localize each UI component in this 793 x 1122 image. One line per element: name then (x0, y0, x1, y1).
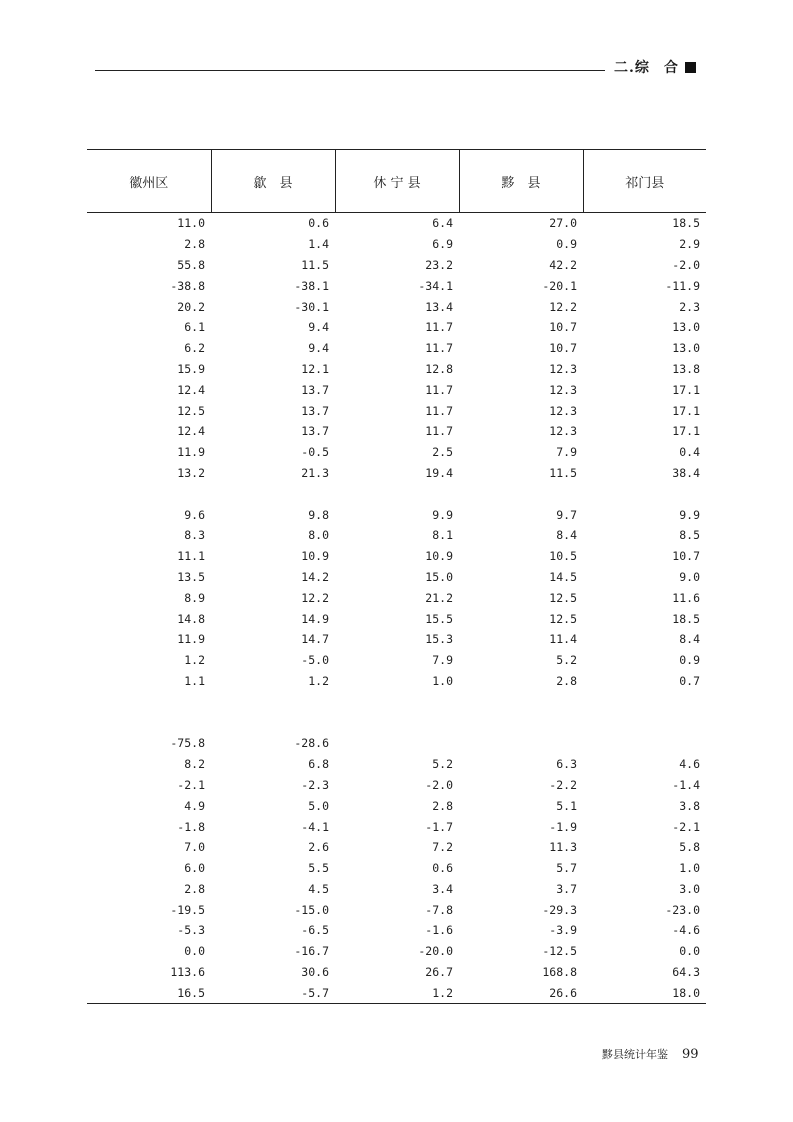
table-cell: -2.1 (672, 819, 700, 834)
table-row (87, 421, 706, 442)
table-cell: 13.2 (177, 465, 205, 480)
table-cell: 10.9 (301, 549, 329, 564)
table-cell: -2.1 (177, 777, 205, 792)
table-row (87, 400, 706, 421)
table-cell: -4.6 (672, 923, 700, 938)
table-row (87, 296, 706, 317)
table-cell: 0.4 (679, 445, 700, 460)
table-cell (87, 691, 211, 712)
table-cell: 6.3 (556, 757, 577, 772)
table-cell: 9.4 (308, 341, 329, 356)
table-cell: 3.0 (679, 881, 700, 896)
table-cell: 19.4 (425, 465, 453, 480)
table-cell: 7.9 (432, 653, 453, 668)
section-title-text-2: 合 (663, 60, 679, 76)
table-cell: 8.1 (432, 528, 453, 543)
page-number: 99 (682, 1047, 699, 1062)
table-cell (583, 733, 706, 754)
table-cell: 14.5 (549, 569, 577, 584)
table-cell: 18.0 (583, 982, 706, 1003)
table-cell: 12.2 (301, 590, 329, 605)
table-cell: 42.2 (549, 257, 577, 272)
table-row (87, 650, 706, 671)
table-cell: -12.5 (542, 944, 577, 959)
table-cell: 6.8 (308, 757, 329, 772)
table-cell: 10.7 (549, 341, 577, 356)
table-cell: 15.3 (425, 632, 453, 647)
table-row (87, 213, 706, 234)
table-row (87, 962, 706, 983)
table-cell: 30.6 (301, 965, 329, 980)
table-cell: 5.5 (308, 861, 329, 876)
table-cell: 11.0 (177, 216, 205, 231)
table-row (87, 837, 706, 858)
table-cell: 9.9 (679, 507, 700, 522)
table-row (87, 587, 706, 608)
table-cell: -1.7 (425, 819, 453, 834)
table-cell: 5.7 (556, 861, 577, 876)
table-row (87, 691, 706, 712)
table-cell: 0.0 (184, 944, 205, 959)
table-cell: 12.5 (177, 403, 205, 418)
table-header-row (87, 150, 706, 213)
table-cell: 3.7 (556, 881, 577, 896)
table-cell: 12.1 (301, 361, 329, 376)
table-cell: 11.1 (177, 549, 205, 564)
table-cell: 9.7 (556, 507, 577, 522)
table-cell: 17.1 (672, 403, 700, 418)
table-row (87, 712, 706, 733)
table-cell: -16.7 (294, 944, 329, 959)
table-cell: 13.5 (177, 569, 205, 584)
table-cell: -29.3 (542, 902, 577, 917)
table-cell: -6.5 (301, 923, 329, 938)
table-row (87, 275, 706, 296)
table-cell: -1.9 (549, 819, 577, 834)
table-cell: 6.0 (184, 861, 205, 876)
table-cell: -5.3 (177, 923, 205, 938)
table-cell: 12.3 (549, 403, 577, 418)
table-cell: -20.1 (542, 278, 577, 293)
table-cell (335, 733, 459, 754)
table-cell: 11.7 (425, 382, 453, 397)
table-cell: 10.7 (549, 320, 577, 335)
table-cell: 2.8 (184, 881, 205, 896)
table-cell: 11.7 (425, 341, 453, 356)
table-cell: 6.1 (184, 320, 205, 335)
table-cell: 6.4 (432, 216, 453, 231)
column-header: 黟 县 (459, 150, 583, 213)
table-cell: -28.6 (294, 736, 329, 751)
table-cell: 12.3 (549, 424, 577, 439)
book-title: 黟县统计年鉴 (602, 1048, 668, 1061)
table-row (87, 338, 706, 359)
table-cell: 8.3 (184, 528, 205, 543)
table-cell: 9.6 (184, 507, 205, 522)
table-cell (459, 691, 583, 712)
table-cell: 113.6 (170, 965, 205, 980)
table-cell: -2.0 (425, 777, 453, 792)
table-cell: 14.7 (301, 632, 329, 647)
table-cell: 9.8 (308, 507, 329, 522)
table-cell: 21.2 (425, 590, 453, 605)
table-cell: 64.3 (672, 965, 700, 980)
table-cell: 12.8 (425, 361, 453, 376)
table-cell: 38.4 (672, 465, 700, 480)
table-cell: 8.4 (556, 528, 577, 543)
table-cell: 1.1 (184, 673, 205, 688)
table-cell: 5.2 (432, 757, 453, 772)
table-cell: 6.9 (432, 237, 453, 252)
section-title-text: 二.综 (614, 60, 650, 76)
table-row (87, 899, 706, 920)
table-cell: 9.0 (679, 569, 700, 584)
table-cell: 18.5 (672, 611, 700, 626)
table-cell: 21.3 (301, 465, 329, 480)
table-cell: 12.2 (549, 299, 577, 314)
table-cell: -2.3 (301, 777, 329, 792)
table-row (87, 608, 706, 629)
table-cell: 0.0 (679, 944, 700, 959)
table-cell: 3.4 (432, 881, 453, 896)
table-cell: -3.9 (549, 923, 577, 938)
table-cell (87, 483, 211, 504)
table-cell: 10.9 (425, 549, 453, 564)
table-body (87, 213, 706, 1004)
square-bullet-icon (685, 62, 696, 73)
table-row (87, 379, 706, 400)
table-row (87, 879, 706, 900)
table-cell: 0.6 (308, 216, 329, 231)
table-cell: 13.7 (301, 403, 329, 418)
table-cell: 11.3 (549, 840, 577, 855)
table-cell: 5.0 (308, 798, 329, 813)
table-cell: -4.1 (301, 819, 329, 834)
table-cell (211, 712, 335, 733)
table-cell (87, 712, 211, 733)
table-cell: 2.5 (432, 445, 453, 460)
table-cell: 55.8 (177, 257, 205, 272)
table-cell: 8.0 (308, 528, 329, 543)
table-cell (335, 483, 459, 504)
table-cell: 13.7 (301, 424, 329, 439)
table-row (87, 567, 706, 588)
table-row (87, 982, 706, 1003)
table-cell: 14.2 (301, 569, 329, 584)
table-row (87, 442, 706, 463)
table-row (87, 671, 706, 692)
table-cell: 27.0 (549, 216, 577, 231)
table-cell: 11.7 (425, 424, 453, 439)
table-cell: 7.0 (184, 840, 205, 855)
table-row (87, 920, 706, 941)
table-cell: 1.2 (308, 673, 329, 688)
table-cell: -20.0 (418, 944, 453, 959)
table-cell: 12.5 (549, 590, 577, 605)
column-header: 祁门县 (583, 150, 706, 213)
table-cell: 1.2 (335, 982, 459, 1003)
table-cell: 20.2 (177, 299, 205, 314)
table-cell (211, 691, 335, 712)
table-cell: 13.7 (301, 382, 329, 397)
table-cell: 6.2 (184, 341, 205, 356)
table-row (87, 317, 706, 338)
table-cell: 13.8 (672, 361, 700, 376)
table-cell: 11.9 (177, 445, 205, 460)
table-cell: 4.9 (184, 798, 205, 813)
table-cell: -2.0 (672, 257, 700, 272)
column-header: 徽州区 (87, 150, 211, 213)
table-cell: 9.9 (432, 507, 453, 522)
table-cell: -23.0 (665, 902, 700, 917)
table-cell: 1.0 (679, 861, 700, 876)
table-cell: 5.8 (679, 840, 700, 855)
table-cell: -34.1 (418, 278, 453, 293)
table-cell: 26.7 (425, 965, 453, 980)
data-table (87, 149, 706, 1004)
table-row (87, 483, 706, 504)
table-cell: -38.8 (170, 278, 205, 293)
table-cell: 11.9 (177, 632, 205, 647)
table-cell: 0.6 (432, 861, 453, 876)
table-cell: -38.1 (294, 278, 329, 293)
table-cell: 11.6 (672, 590, 700, 605)
table-cell: 0.9 (556, 237, 577, 252)
table-row (87, 941, 706, 962)
table-cell: 17.1 (672, 382, 700, 397)
header-rule (95, 70, 605, 71)
table-cell: 8.9 (184, 590, 205, 605)
table-cell: 5.1 (556, 798, 577, 813)
table-cell (335, 712, 459, 733)
table-row (87, 504, 706, 525)
table-cell: -5.0 (301, 653, 329, 668)
table-cell: 0.7 (679, 673, 700, 688)
table-cell: 10.7 (672, 549, 700, 564)
table-cell: 13.4 (425, 299, 453, 314)
table-cell: 2.8 (432, 798, 453, 813)
table-row (87, 546, 706, 567)
table-cell: -15.0 (294, 902, 329, 917)
table-cell: -11.9 (665, 278, 700, 293)
table-cell: 1.2 (184, 653, 205, 668)
table-cell: -2.2 (549, 777, 577, 792)
table-cell: 10.5 (549, 549, 577, 564)
table-cell: 8.2 (184, 757, 205, 772)
table-cell: 12.5 (549, 611, 577, 626)
table-row (87, 525, 706, 546)
table-row (87, 733, 706, 754)
column-header: 歙 县 (211, 150, 335, 213)
table-cell: 9.4 (308, 320, 329, 335)
table-row (87, 816, 706, 837)
table-cell: 23.2 (425, 257, 453, 272)
table-cell: 13.0 (672, 341, 700, 356)
table-cell: 2.6 (308, 840, 329, 855)
table-cell: 14.9 (301, 611, 329, 626)
table-cell: 12.4 (177, 424, 205, 439)
table-cell: 11.4 (549, 632, 577, 647)
table-cell (583, 712, 706, 733)
table-cell (459, 483, 583, 504)
table-cell (583, 691, 706, 712)
table-cell: 11.5 (301, 257, 329, 272)
table-cell: 7.2 (432, 840, 453, 855)
table-cell: 2.3 (679, 299, 700, 314)
table-cell: 7.9 (556, 445, 577, 460)
table-cell: -19.5 (170, 902, 205, 917)
table-cell: 11.5 (549, 465, 577, 480)
table-cell: 0.9 (679, 653, 700, 668)
table-cell: -7.8 (425, 902, 453, 917)
table-cell: 11.7 (425, 320, 453, 335)
table-cell: 168.8 (542, 965, 577, 980)
table-row (87, 234, 706, 255)
table-cell: -1.8 (177, 819, 205, 834)
table-row (87, 858, 706, 879)
table-cell: 4.5 (308, 881, 329, 896)
table-cell (459, 733, 583, 754)
table-cell: 2.8 (556, 673, 577, 688)
table-cell: 4.6 (679, 757, 700, 772)
table-cell: 8.4 (679, 632, 700, 647)
column-header: 休 宁 县 (335, 150, 459, 213)
table-cell: -5.7 (211, 982, 335, 1003)
table-row (87, 775, 706, 796)
table-row (87, 629, 706, 650)
table-row (87, 359, 706, 380)
table-cell: 26.6 (459, 982, 583, 1003)
table-cell (459, 712, 583, 733)
table-cell: -1.6 (425, 923, 453, 938)
table-cell: 16.5 (87, 982, 211, 1003)
table-cell (211, 483, 335, 504)
table-cell: 1.4 (308, 237, 329, 252)
table-cell: 12.3 (549, 382, 577, 397)
table-row (87, 463, 706, 484)
table-cell: 12.4 (177, 382, 205, 397)
table-cell: 3.8 (679, 798, 700, 813)
table-cell: 17.1 (672, 424, 700, 439)
table-cell: 12.3 (549, 361, 577, 376)
table-cell: -75.8 (170, 736, 205, 751)
table-cell: 13.0 (672, 320, 700, 335)
table-cell: 2.8 (184, 237, 205, 252)
table-row (87, 795, 706, 816)
table-cell: 1.0 (432, 673, 453, 688)
table-cell: 11.7 (425, 403, 453, 418)
table-cell: 2.9 (679, 237, 700, 252)
page-footer (602, 1046, 699, 1062)
table-cell (583, 483, 706, 504)
table-cell: 15.5 (425, 611, 453, 626)
table-row (87, 255, 706, 276)
table-cell: 8.5 (679, 528, 700, 543)
table-cell: -30.1 (294, 299, 329, 314)
table-cell: 5.2 (556, 653, 577, 668)
section-title (614, 57, 696, 77)
table-cell (335, 691, 459, 712)
table-cell: 18.5 (672, 216, 700, 231)
table-cell: 14.8 (177, 611, 205, 626)
table-cell: 15.9 (177, 361, 205, 376)
table-cell: 15.0 (425, 569, 453, 584)
table-cell: -0.5 (301, 445, 329, 460)
table-cell: -1.4 (672, 777, 700, 792)
table-row (87, 754, 706, 775)
